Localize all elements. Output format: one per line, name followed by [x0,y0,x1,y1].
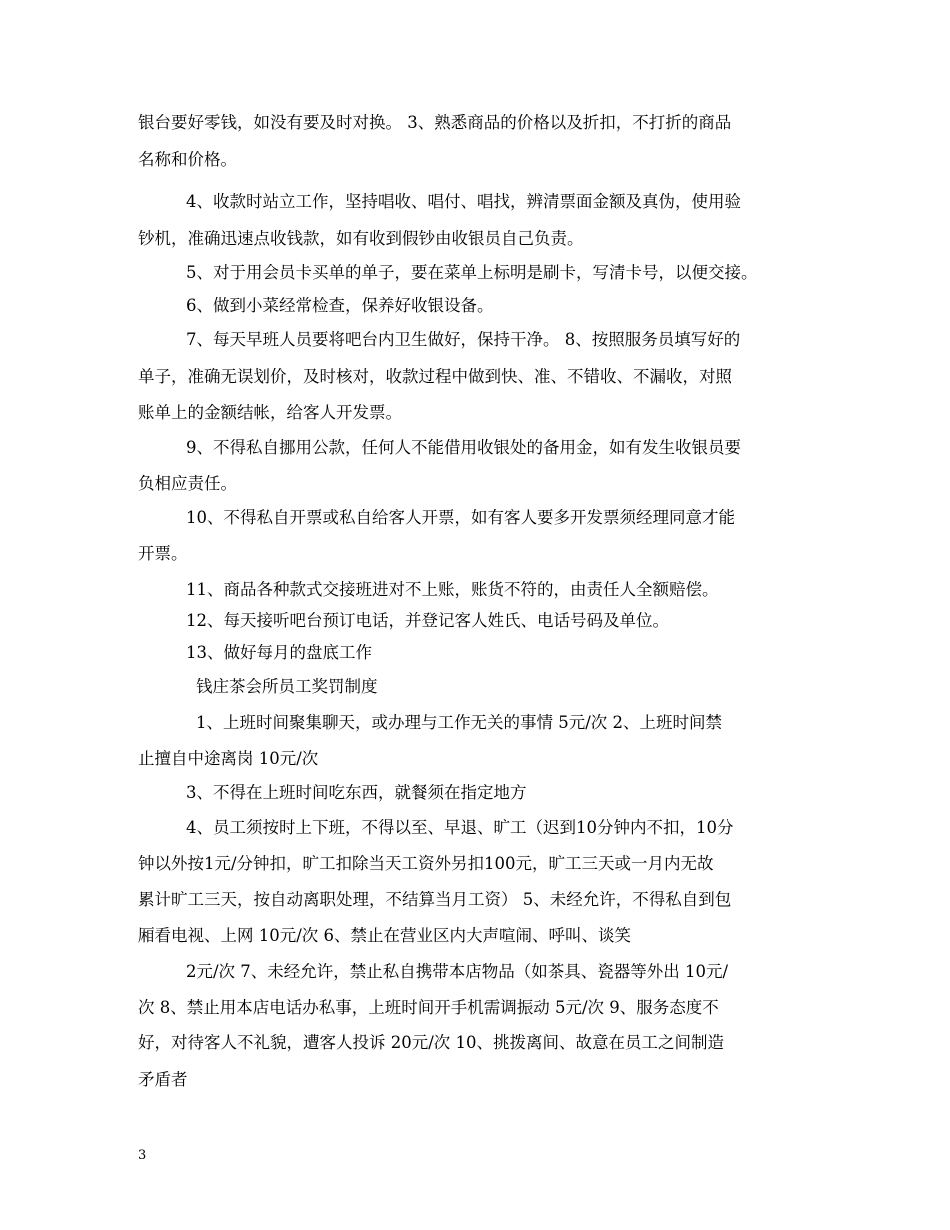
text-line: 矛盾者 [138,1070,188,1089]
text-line: 6、做到小菜经常检查，保养好收银设备。 [186,296,494,315]
page-number: 3 [138,1148,147,1163]
text-line: 10、不得私自开票或私自给客人开票，如有客人要多开发票须经理同意才能 [186,508,735,527]
text-line: 3、不得在上班时间吃东西，就餐须在指定地方 [186,783,527,802]
text-line: 9、不得私自挪用公款，任何人不能借用收银处的备用金，如有发生收银员要 [186,438,741,457]
text-line: 累计旷工三天，按自动离职处理，不结算当月工资） 5、未经允许，不得私自到包 [138,890,732,909]
text-line: 银台要好零钱，如没有要及时对换。 3、熟悉商品的价格以及折扣，不打折的商品 [138,113,732,132]
text-line: 2元/次 7、未经允许，禁止私自携带本店物品（如茶具、瓷器等外出 10元/ [186,962,729,981]
text-line: 账单上的金额结帐，给客人开发票。 [138,403,402,422]
text-line: 负相应责任。 [138,474,237,493]
text-line: 12、每天接听吧台预订电话，并登记客人姓氏、电话号码及单位。 [186,611,669,630]
text-line: 开票。 [138,544,188,563]
text-line: 4、收款时站立工作，坚持唱收、唱付、唱找，辨清票面金额及真伪，使用验 [186,192,741,211]
text-line: 4、员工须按时上下班，不得以至、早退、旷工（迟到10分钟内不扣，10分 [186,818,734,837]
text-line: 11、商品各种款式交接班进对不上账，账货不符的，由责任人全额赔偿。 [186,580,719,599]
text-line: 钞机，准确迅速点收钱款，如有收到假钞由收银员自己负责。 [138,229,584,248]
text-line: 单子，准确无误划价，及时核对，收款过程中做到快、准、不错收、不漏收，对照 [138,367,732,386]
text-line: 厢看电视、上网 10元/次 6、禁止在营业区内大声喧闹、呼叫、谈笑 [138,926,632,945]
section-title: 钱庄茶会所员工奖罚制度 [196,677,378,696]
text-line: 1、上班时间聚集聊天，或办理与工作无关的事情 5元/次 2、上班时间禁 [196,713,723,732]
text-line: 7、每天早班人员要将吧台内卫生做好，保持干净。 8、按照服务员填写好的 [186,330,741,349]
text-line: 好，对待客人不礼貌，遭客人投诉 20元/次 10、挑拨离间、故意在员工之间制造 [138,1033,725,1052]
text-line: 止擅自中途离岗 10元/次 [138,749,319,768]
text-line: 名称和价格。 [138,150,237,169]
text-line: 13、做好每月的盘底工作 [186,643,372,662]
text-line: 次 8、禁止用本店电话办私事，上班时间开手机需调振动 5元/次 9、服务态度不 [138,998,719,1017]
text-line: 5、对于用会员卡买单的单子，要在菜单上标明是刷卡，写清卡号，以便交接。 [186,263,758,282]
text-line: 钟以外按1元/分钟扣，旷工扣除当天工资外另扣100元，旷工三天或一月内无故 [138,854,714,873]
